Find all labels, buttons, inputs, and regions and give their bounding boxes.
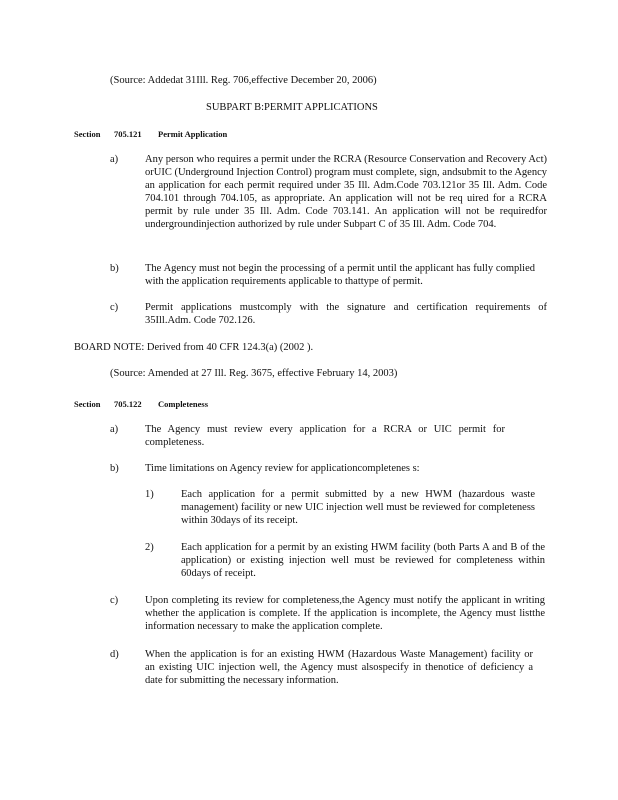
section-title: Permit Application: [158, 129, 228, 139]
section-title: Completeness: [158, 399, 209, 409]
item-label: c): [110, 595, 119, 606]
subitem-label: 1): [145, 489, 154, 500]
section-number: 705.121: [114, 129, 142, 139]
section-label: Section: [74, 129, 101, 139]
section-number: 705.122: [114, 399, 142, 409]
item-label: c): [110, 302, 119, 313]
source-note: (Source: Amended at 27 Ill. Reg. 3675, effective February 14, 2003): [110, 368, 398, 379]
subitem-label: 2): [145, 542, 154, 553]
board-note: BOARD NOTE: Derived from 40 CFR 124.3(a) (2002 ).: [74, 342, 314, 353]
paragraph: Permit applications mustcomply with the signature and certification requirements of 35Ill.Adm. Code 702.126.: [145, 302, 547, 326]
item-label: b): [110, 463, 119, 474]
item-label: b): [110, 263, 119, 274]
item-label: a): [110, 424, 119, 435]
paragraph: Time limitations on Agency review for applicationcompletenes s:: [145, 463, 420, 474]
paragraph: Any person who requires a permit under the RCRA (Resource Conservation and Recovery Act) orUIC (Underground Injection Control) program must complete, sign, andsubmit to the Agency an application for each permit required under 35 Ill. Adm.Code 703.121or 35 Ill. Adm. Code 704.101 through 704.105, as appropriate. An application will not be req uired for a RCRA permit by rule under 35 Ill. Adm. Code 703.141. An application will not be requiredfor undergroundinjection authorized by rule under Subpart C of 35 Ill. Adm. Code 704.: [145, 154, 547, 230]
source-note: (Source: Addedat 31Ill. Reg. 706,effective December 20, 2006): [110, 75, 377, 86]
paragraph: Each application for a permit by an existing HWM facility (both Parts A and B of the application) or existing injection well must be reviewed for completeness within 60days of receipt.: [181, 542, 545, 579]
paragraph: The Agency must review every application for a RCRA or UIC permit for completeness.: [145, 424, 505, 448]
paragraph: The Agency must not begin the processing of a permit until the applicant has fully complied with the application requirements applicable to thattype of permit.: [145, 263, 535, 287]
item-label: a): [110, 154, 119, 165]
paragraph: Each application for a permit submitted by a new HWM (hazardous waste management) facility or new UIC injection well must be reviewed for completeness within 30days of its receipt.: [181, 489, 535, 526]
item-label: d): [110, 649, 119, 660]
paragraph: When the application is for an existing HWM (Hazardous Waste Management) facility or an existing UIC injection well, the Agency must alsospecify in thenotice of deficiency a date for submitting the necessary information.: [145, 649, 533, 686]
section-label: Section: [74, 399, 101, 409]
paragraph: Upon completing its review for completeness,the Agency must notify the applicant in writing whether the application is complete. If the application is incomplete, the Agency must listthe information necessary to make the application complete.: [145, 595, 545, 632]
subpart-heading: SUBPART B:PERMIT APPLICATIONS: [206, 102, 378, 113]
